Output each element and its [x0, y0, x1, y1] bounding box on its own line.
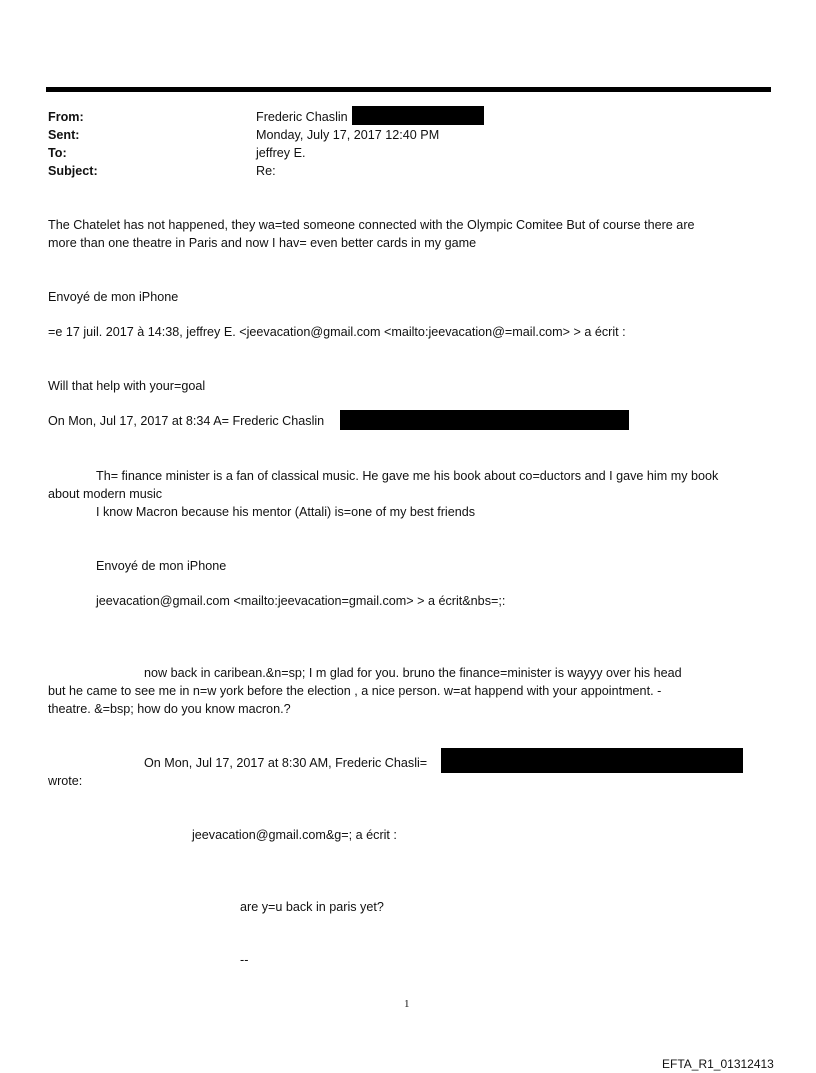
sent-label: Sent: — [48, 128, 80, 142]
quote-header: On Mon, Jul 17, 2017 at 8:34 A= Frederic Chaslin — [48, 414, 325, 428]
subject-value: Re: — [256, 164, 276, 178]
redaction-bar — [340, 410, 629, 430]
to-label: To: — [48, 146, 67, 160]
body-paragraph-line: Th= finance minister is a fan of classical music. He gave me his book about co=ductors and I gave him my book — [96, 469, 719, 483]
body-paragraph-line: but he came to see me in n=w york before the election , a nice person. w=at happend with your appointment. - — [48, 684, 662, 698]
header-rule — [46, 87, 771, 92]
quote-header: On Mon, Jul 17, 2017 at 8:30 AM, Frederic Chasli= — [144, 756, 428, 770]
body-paragraph-line: more than one theatre in Paris and now I hav= even better cards in my game — [48, 236, 477, 250]
quote-header: jeevacation@gmail.com <mailto:jeevacation=gmail.com> > a écrit&nbs=;: — [96, 594, 506, 608]
from-label: From: — [48, 110, 84, 124]
signature: Envoyé de mon iPhone — [48, 290, 179, 304]
quoted-text: are y=u back in paris yet? — [240, 900, 384, 914]
page-number: 1 — [404, 998, 410, 1010]
redaction-bar — [352, 106, 484, 125]
subject-label: Subject: — [48, 164, 98, 178]
body-paragraph-line: I know Macron because his mentor (Attali) is=one of my best friends — [96, 505, 476, 519]
quote-header: jeevacation@gmail.com&g=; a écrit : — [192, 828, 397, 842]
body-paragraph-line: theatre. &=bsp; how do you know macron.? — [48, 702, 291, 716]
body-paragraph-line: The Chatelet has not happened, they wa=ted someone connected with the Olympic Comitee But of course there are — [48, 218, 695, 232]
signature-separator: -- — [240, 953, 249, 967]
signature: Envoyé de mon iPhone — [96, 559, 227, 573]
redaction-bar — [441, 748, 743, 773]
sent-value: Monday, July 17, 2017 12:40 PM — [256, 128, 440, 142]
body-paragraph-line: about modern music — [48, 487, 163, 501]
document-id: EFTA_R1_01312413 — [662, 1057, 774, 1071]
quote-header-cont: wrote: — [48, 774, 83, 788]
from-value: Frederic Chaslin — [256, 110, 348, 124]
body-paragraph-line: now back in caribean.&n=sp; I m glad for you. bruno the finance=minister is wayyy over his head — [144, 666, 682, 680]
quote-header: =e 17 juil. 2017 à 14:38, jeffrey E. <jeevacation@gmail.com <mailto:jeevacation@=mail.com> > a écrit : — [48, 325, 626, 339]
to-value: jeffrey E. — [256, 146, 306, 160]
reply-text: Will that help with your=goal — [48, 379, 206, 393]
